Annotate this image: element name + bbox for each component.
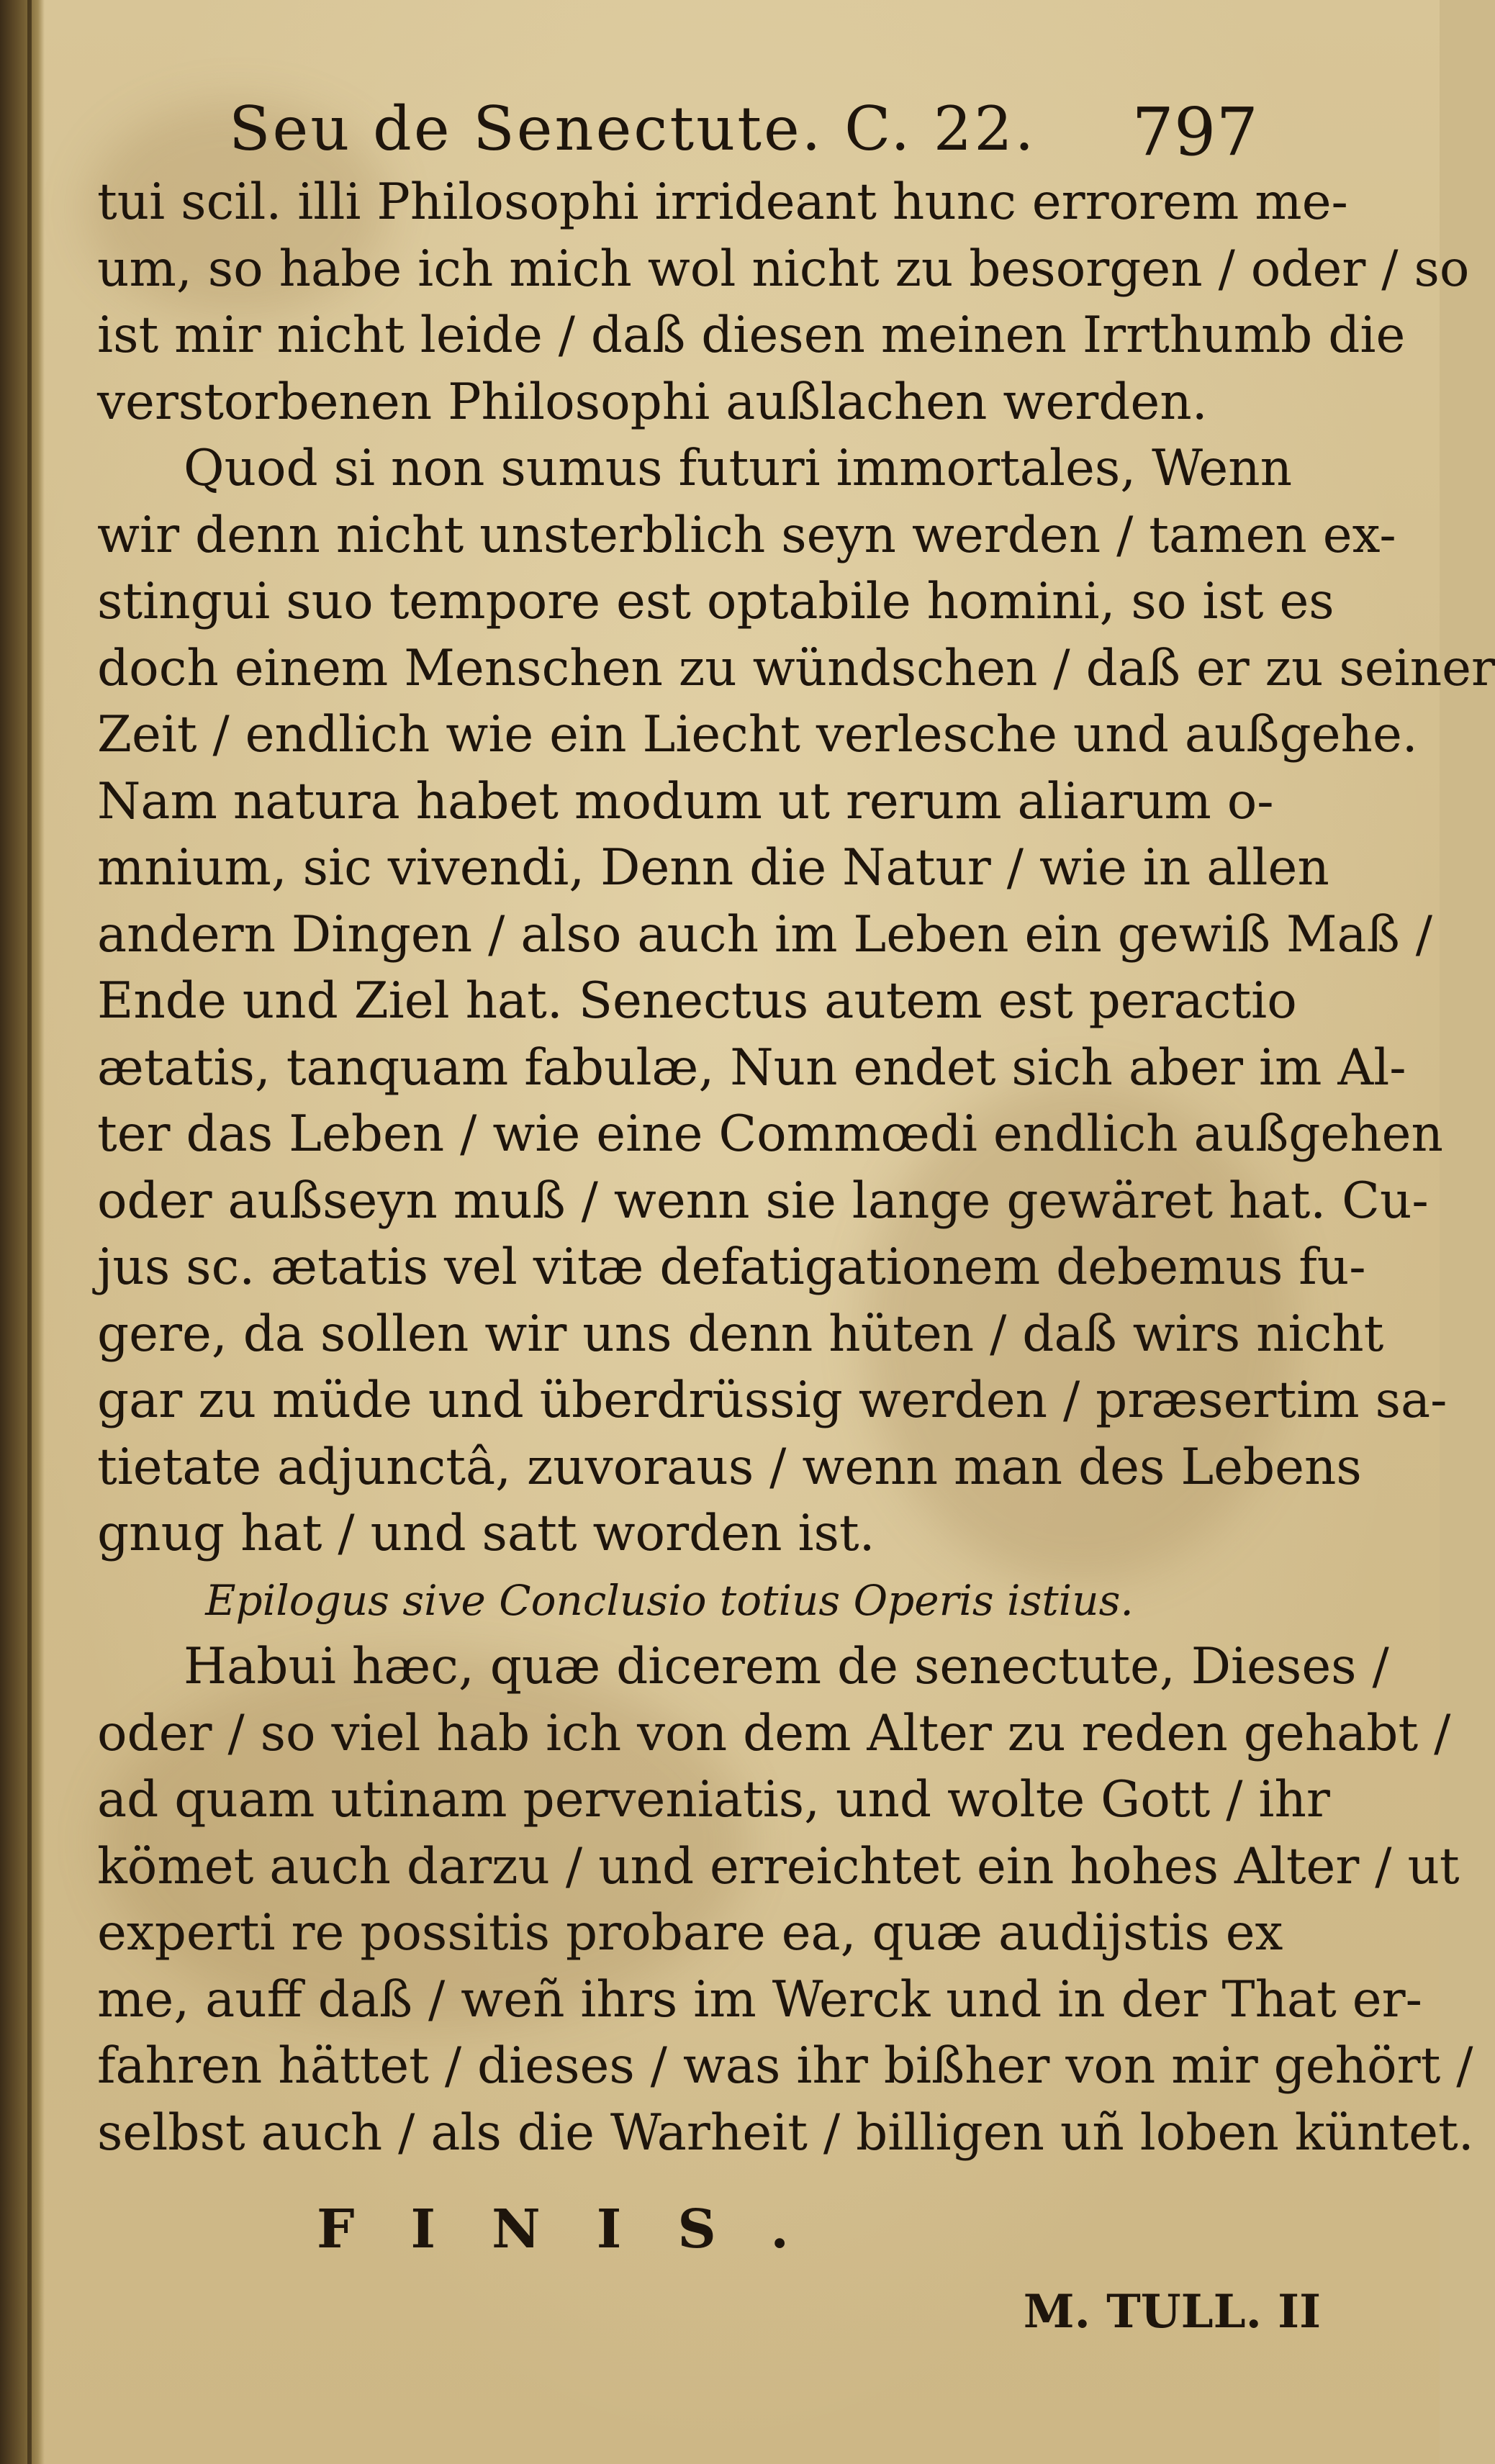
page-header [229, 79, 1258, 180]
text-line: me, auff daß / weñ ihrs im Werck und in der That er- [97, 1970, 1422, 2029]
text-line: um, so habe ich mich wol nicht zu besorgen / oder / so [97, 240, 1470, 298]
text-line: Nam natura habet modum ut rerum aliarum o- [97, 772, 1274, 830]
book-spine-shadow [0, 0, 45, 2464]
text-line: kömet auch darzu / und erreichtet ein hohes Alter / ut [97, 1837, 1460, 1895]
text-line: Ende und Ziel hat. Senectus autem est peractio [97, 972, 1297, 1030]
text-line: oder außseyn muß / wenn sie lange gewäret hat. Cu- [97, 1172, 1429, 1230]
running-head: Seu de Senectute. C. 22. [229, 94, 1036, 164]
body-text [97, 169, 1495, 2166]
text-line: oder / so viel hab ich von dem Alter zu reden gehabt / [97, 1704, 1451, 1762]
section-heading: Epilogus sive Conclusio totius Operis istius. [205, 1575, 1134, 1625]
text-line: tui scil. illi Philosophi irrideant hunc errorem me- [97, 173, 1348, 231]
book-spine-edge [27, 0, 32, 2464]
text-line: andern Dingen / also auch im Leben ein gewiß Maß / [97, 905, 1432, 964]
text-line: gere, da sollen wir uns denn hüten / daß wirs nicht [97, 1305, 1384, 1363]
text-line: Habui hæc, quæ dicerem de senectute, Dieses / [184, 1638, 1389, 1695]
text-line: Quod si non sumus futuri immortales, Wenn [184, 440, 1293, 497]
text-line: fahren hättet / dieses / was ihr bißher von mir gehört / [97, 2037, 1473, 2095]
text-line: wir denn nicht unsterblich seyn werden / tamen ex- [97, 506, 1396, 564]
catchword: M. TULL. II [1023, 2285, 1321, 2339]
page-number: 797 [1132, 94, 1258, 171]
text-line: verstorbenen Philosophi außlachen werden. [97, 373, 1208, 431]
text-line: jus sc. ætatis vel vitæ defatigationem debemus fu- [97, 1238, 1366, 1296]
text-line: doch einem Menschen zu wündschen / daß er zu seiner [97, 639, 1495, 697]
text-line: gnug hat / und satt worden ist. [97, 1505, 875, 1562]
text-line: experti re possitis probare ea, quæ audijstis ex [97, 1904, 1283, 1962]
text-line: Zeit / endlich wie ein Liecht verlesche und außgehe. [97, 706, 1418, 764]
text-line: tietate adjunctâ, zuvoraus / wenn man des Lebens [97, 1438, 1362, 1496]
text-line: selbst auch / als die Warheit / billigen uñ loben küntet. [97, 2103, 1474, 2162]
text-line: gar zu müde und überdrüssig werden / præsertim sa- [97, 1372, 1447, 1429]
text-line: ter das Leben / wie eine Commœdi endlich außgehen [97, 1105, 1443, 1163]
text-line: mnium, sic vivendi, Denn die Natur / wie in allen [97, 839, 1329, 897]
finis-mark: FINIS. [317, 2198, 845, 2260]
text-line: ist mir nicht leide / daß diesen meinen Irrthumb die [97, 307, 1406, 364]
text-line: stingui suo tempore est optabile homini, so ist es [97, 573, 1334, 630]
text-line: ætatis, tanquam fabulæ, Nun endet sich aber im Al- [97, 1038, 1406, 1097]
text-line: ad quam utinam perveniatis, und wolte Gott / ihr [97, 1771, 1330, 1829]
